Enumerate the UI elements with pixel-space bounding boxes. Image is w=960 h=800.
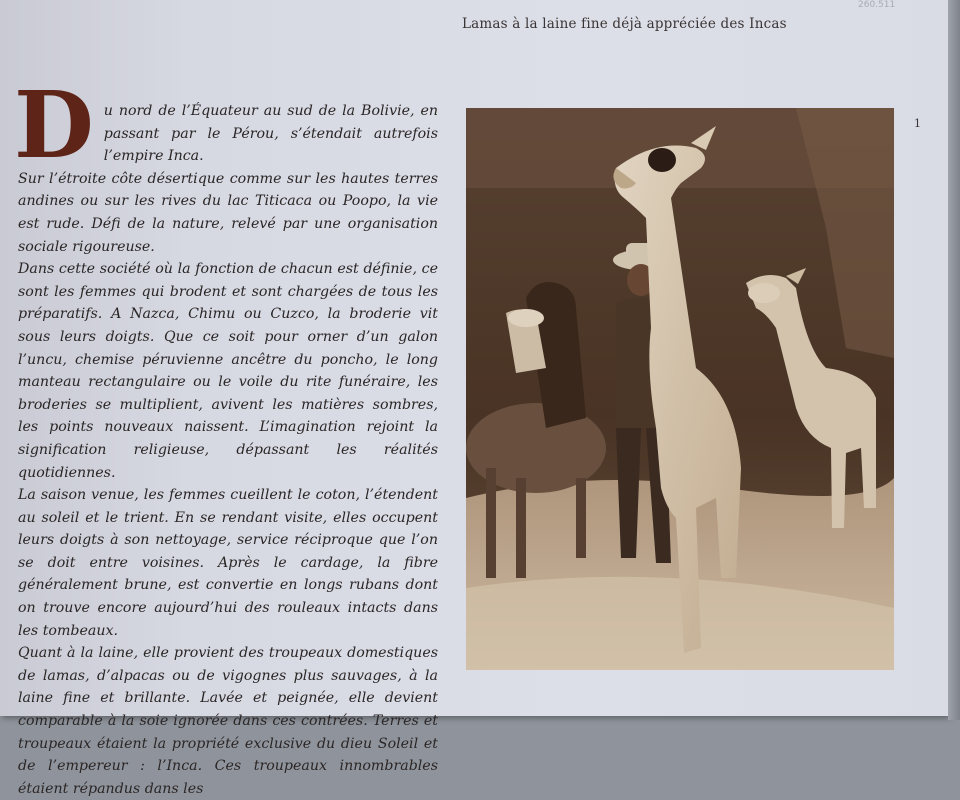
llama-photo-illustration xyxy=(466,108,894,670)
paragraph-4: La saison venue, les femmes cueillent le coton, l’étendent au soleil et le trient. En se rendant visite, elles occupent leurs doigts à son nettoyage, service réciproque que l’on se doit entre voisines. Après le cardage, la fibre généralement brune, est convertie en longs rubans dont on trouve encore aujourd’hui des rouleaux intacts dans les tombeaux. xyxy=(18,487,438,639)
running-header: Lamas à la laine fine déjà appréciée des Incas xyxy=(462,16,787,32)
llama-photo xyxy=(466,108,894,670)
body-text xyxy=(14,71,438,800)
paragraph-intro xyxy=(14,71,438,179)
paragraph-3: Dans cette société où la fonction de chacun est définie, ce sont les femmes qui brodent et sont chargées de tous les préparatifs. A Nazca, Chimu ou Cuzco, la broderie vit sous leurs doigts. Que ce soit pour orner d’un galon l’uncu, chemise péruvienne ancêtre du poncho, le long manteau rectangulaire ou le voile du rite funéraire, les broderies se multiplient, avivent les matières sombres, les points nouveaux naissent. L’imagination rejoint la signification religieuse, dépassant les réalités quotidiennes. xyxy=(18,261,438,481)
paragraph-intro-text: u nord de l’Équateur au sud de la Bolivie, en passant par le Pérou, s’étendait autrefois l’empire Inca. xyxy=(103,103,438,165)
drop-cap: D xyxy=(14,71,94,179)
page-number: 1 xyxy=(914,117,921,130)
page-edge xyxy=(948,0,960,720)
paragraph-5: Quant à la laine, elle provient des troupeaux domestiques de lamas, d’alpacas ou de vigognes plus sauvages, à la laine fine et brillante. Lavée et peignée, elle devient comparable à la soie ignorée dans ces contrées. Terres et troupeaux étaient la propriété exclusive du dieu Soleil et de l’empereur : l’Inca. Ces troupeaux innombrables étaient répandus dans les xyxy=(18,645,438,797)
pencil-annotation: 260.511 xyxy=(858,0,896,10)
paragraph-2: Sur l’étroite côte désertique comme sur les hautes terres andines ou sur les rives du lac Titicaca ou Poopo, la vie est rude. Défi de la nature, relevé par une organisation sociale rigoureuse. xyxy=(18,170,438,255)
